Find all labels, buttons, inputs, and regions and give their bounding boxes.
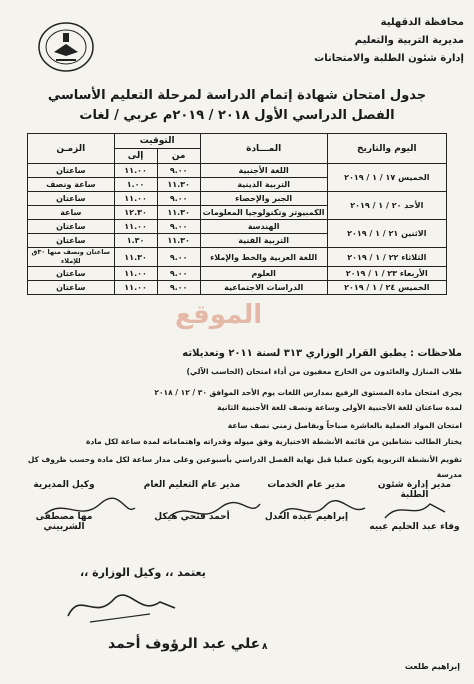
ministry-header [314, 14, 464, 68]
time-from-cell: ٩.٠٠ [157, 220, 200, 234]
col-header-to: إلى [114, 149, 157, 164]
exam-schedule-table [27, 133, 447, 295]
time-to-cell: ١.٠٠ [114, 178, 157, 192]
table-row [28, 192, 447, 206]
duration-cell: ساعة ونصف [28, 178, 115, 192]
signature-role: مدير عام الخدمات [267, 480, 346, 490]
col-header-day: اليوم والتاريخ [327, 134, 446, 164]
notes-line: تقويم الأنشطة التربوية يكون عمليا قبل نهاية الفصل الدراسي بأسبوعين وعلى مدار ساعة لكل مادة وحسب ظروف كل مدرسة [27, 455, 462, 479]
signature-name: إبراهيم عبده العدل [264, 512, 349, 522]
time-to-cell: ١١.٠٠ [114, 164, 157, 178]
table-row [28, 248, 447, 267]
time-to-cell: ١١.٠٠ [114, 281, 157, 295]
exam-day-cell: الأحد ٢٠ / ١ / ٢٠١٩ [327, 192, 446, 220]
time-from-cell: ٩.٠٠ [157, 192, 200, 206]
exam-day-cell: الاثنين ٢١ / ١ / ٢٠١٩ [327, 220, 446, 248]
typist-name: إبراهيم طلعت [404, 662, 460, 671]
col-header-subject: المـــادة [200, 134, 327, 164]
time-to-cell: ١١.٠٠ [114, 267, 157, 281]
time-from-cell: ١١.٣٠ [157, 206, 200, 220]
handwritten-signature-icon [40, 494, 140, 524]
notes-line: يجرى امتحان مادة المستوى الرفيع بمدارس اللغات يوم الأحد الموافق ٣٠ / ١٢ / ٢٠١٨ [154, 388, 462, 397]
duration-cell: ساعتان [28, 220, 115, 234]
subject-cell: اللغة الأجنبية [200, 164, 327, 178]
signature-name: مها مصطفى الشربيني [35, 512, 93, 532]
duration-cell: ساعتان [28, 281, 115, 295]
subject-cell: التربية الدينية [200, 178, 327, 192]
col-header-duration: الزمـن [28, 134, 115, 164]
time-from-cell: ١١.٣٠ [157, 178, 200, 192]
exam-day-cell: الخميس ٢٤ / ١ / ٢٠١٩ [327, 281, 446, 295]
duration-cell: ساعتان [28, 234, 115, 248]
time-from-cell: ٩.٠٠ [157, 164, 200, 178]
table-row [28, 267, 447, 281]
header-line-1: محافظة الدقهلية [380, 17, 464, 28]
exam-day-cell: الخميس ١٧ / ١ / ٢٠١٩ [327, 164, 446, 192]
signature-name: أحمد فتحي هيكل [154, 512, 230, 522]
time-from-cell: ٩.٠٠ [157, 248, 200, 267]
page-number: ٨ [262, 642, 268, 652]
time-to-cell: ١.٣٠ [114, 234, 157, 248]
exam-day-cell: الثلاثاء ٢٢ / ١ / ٢٠١٩ [327, 248, 446, 267]
time-to-cell: ١١.٠٠ [114, 192, 157, 206]
subject-cell: الكمبيوتر وتكنولوجيا المعلومات [200, 206, 327, 220]
time-from-cell: ١١.٣٠ [157, 234, 200, 248]
table-row [28, 220, 447, 234]
subject-cell: العلوم [200, 267, 327, 281]
time-to-cell: ١٢.٣٠ [114, 206, 157, 220]
signature-role: مدير إدارة شئون الطلبة [377, 480, 452, 500]
duration-cell: ساعتان [28, 192, 115, 206]
notes-line: طلاب المنازل والعائدون من الخارج معفيون من أداء امتحان (الحاسب الآلي) [186, 367, 462, 376]
notes-title: ملاحظات : يطبق القرار الوزاري ٣١٣ لسنة ٢٠١١ وتعديلاته [182, 348, 462, 359]
page-subtitle: الفصل الدراسي الأول ٢٠١٨ / ٢٠١٩م عربي / لغات [79, 108, 395, 123]
duration-cell: ساعتان [28, 267, 115, 281]
signature-role: مدير عام التعليم العام [143, 480, 241, 490]
subject-cell: الهندسة [200, 220, 327, 234]
notes-line: يختار الطالب نشاطين من قائمة الأنشطة الاختيارية وفق ميوله وقدراته واهتماماته لمدة ساعة لكل مادة [85, 437, 462, 446]
table-row [28, 164, 447, 178]
time-to-cell: ١١.٣٠ [114, 248, 157, 267]
time-to-cell: ١١.٠٠ [114, 220, 157, 234]
duration-cell: ساعتان ونصف منها ٣٠ق للإملاء [28, 248, 115, 267]
subject-cell: الدراسات الاجتماعية [200, 281, 327, 295]
time-from-cell: ٩.٠٠ [157, 281, 200, 295]
watermark: الموقع [175, 300, 263, 330]
signature-role: وكيل المديرية [33, 480, 95, 490]
signature-name: وفاء عبد الحليم عبيه [369, 522, 460, 532]
header-line-3: إدارة شئون الطلبة والامتحانات [314, 53, 464, 64]
subject-cell: اللغة العربية والخط والإملاء [200, 248, 327, 267]
table-row [28, 281, 447, 295]
exam-day-cell: الأربعاء ٢٣ / ١ / ٢٠١٩ [327, 267, 446, 281]
duration-cell: ساعة [28, 206, 115, 220]
subject-cell: الجبر والإحصاء [200, 192, 327, 206]
subject-cell: التربية الفنية [200, 234, 327, 248]
approval-label: يعتمد ،، وكيل الوزارة ،، [80, 566, 206, 579]
time-from-cell: ٩.٠٠ [157, 267, 200, 281]
ministry-logo-icon [36, 20, 96, 74]
duration-cell: ساعتان [28, 164, 115, 178]
page-title: جدول امتحان شهادة إتمام الدراسة لمرحلة التعليم الأساسي [47, 88, 427, 103]
notes-line: امتحان المواد العملية بالعاشرة صباحاً وبفاصل زمني نصف ساعة [227, 421, 462, 430]
handwritten-signatures-icon [160, 494, 450, 528]
approval-name: علي عبد الرؤوف أحمد [108, 636, 261, 652]
approval-signature-icon [60, 586, 180, 626]
col-header-from: من [157, 149, 200, 164]
header-line-2: مديرية التربية والتعليم [354, 35, 464, 46]
notes-line: لمدة ساعتان للغة الأجنبية الأولى وساعة ونصف للغة الأجنبية الثانية [217, 403, 462, 412]
col-header-timing: التوقيت [114, 134, 200, 149]
